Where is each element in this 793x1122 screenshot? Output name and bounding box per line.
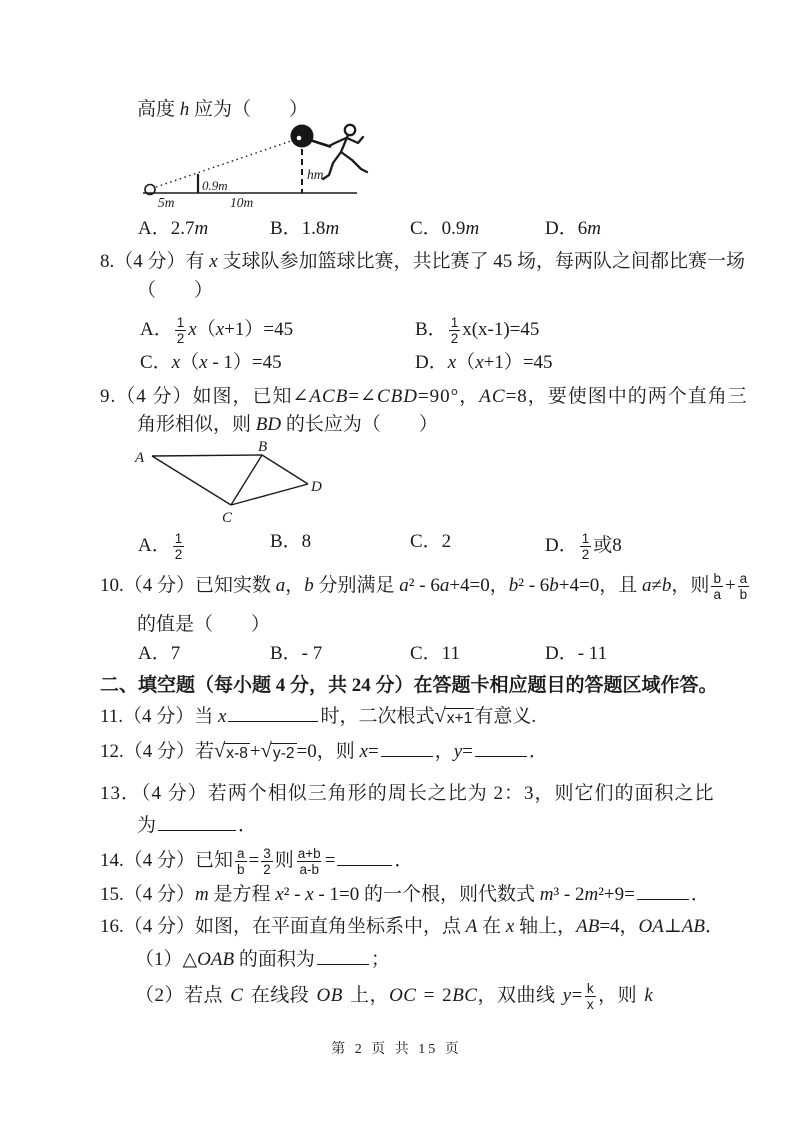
vertex-label-a: A (135, 450, 145, 466)
q8-stem-line2: （ ） (137, 280, 214, 301)
q10-option-c: C．11 (410, 643, 460, 664)
q9-option-c: C．2 (410, 531, 452, 552)
q10-stem-line1: 10.（4 分）已知实数 a，b 分别满足 a² - 6a+4=0，b² - 6b+4=0，且 a≠b，则 $\frac{b}{a}$ + $\frac{a}{b}$ (100, 571, 748, 603)
racket-head-highlight (297, 136, 302, 141)
q8-option-b: B． $\frac{1}{2}$ x(x-1)=45 (415, 315, 540, 347)
label-5m: 5m (158, 195, 175, 210)
page-footer: 第 2 页 共 15 页 (331, 1042, 462, 1057)
section2-header: 二、填空题（每小题 4 分，共 24 分）在答题卡相应题目的答题区域作答。 (100, 675, 718, 696)
q8-stem-line1: 8.（4 分）有 x 支球队参加篮球比赛，共比赛了 45 场，每两队之间都比赛一场 (100, 251, 745, 272)
q9-option-d: D． $\frac{1}{2}$ 或8 (545, 531, 622, 563)
label-09m: 0.9m (202, 178, 228, 193)
q9-option-b: B．8 (270, 531, 312, 552)
q16-part1: （1）△OAB 的面积为 ； (135, 946, 390, 971)
q10-option-d: D．- 11 (545, 643, 608, 664)
q10-stem-line2: 的值是（ ） (137, 614, 271, 635)
player-icon (323, 125, 367, 179)
q7-stem: 高度 h 应为（ ） (137, 99, 309, 120)
q9-stem-line2: 角形相似，则 BD 的长应为（ ） (137, 414, 438, 435)
q15-stem: 15.（4 分）m 是方程 x² - x - 1=0 的一个根，则代数式 m³ - 2m²+9= ． (100, 881, 710, 906)
q12-stem: 12.（4 分）若 √ x-8 + √ y-2 =0，则 x= ，y= ． (100, 738, 548, 764)
q8-option-a: A． $\frac{1}{2}$ x（x+1）=45 (140, 315, 294, 347)
q7-figure (130, 113, 410, 225)
q14-stem: 14.（4 分）已知 $\frac{a}{b}$ = $\frac{3}{2}$ 则 $\frac{a+b}{a-b}$ = ． (100, 846, 414, 878)
q10-option-a: A．7 (138, 643, 181, 664)
label-hm: hm (307, 167, 324, 182)
q7-option-c: C．0.9m (410, 218, 480, 239)
q7-option-a: A．2.7m (138, 218, 209, 239)
q16-stem-line1: 16.（4 分）如图，在平面直角坐标系中，点 A 在 x 轴上，AB=4，OA⊥AB． (100, 916, 724, 937)
q7-option-b: B．1.8m (270, 218, 340, 239)
q9-option-a: A． $\frac{1}{2}$ (138, 531, 183, 563)
vertex-label-c: C (222, 510, 233, 526)
racket-head-icon (291, 125, 314, 148)
q9-stem-line1: 9.（4 分）如图，已知∠ACB=∠CBD=90°，AC=8，要使图中的两个直角三 (100, 386, 748, 407)
q13-stem-line2: 为 ． (137, 812, 257, 837)
q9-figure (125, 440, 337, 530)
vertex-label-b: B (258, 440, 268, 455)
q10-option-b: B．- 7 (270, 643, 323, 664)
q8-option-d: D．x（x+1）=45 (415, 352, 553, 373)
q8-option-c: C．x（x - 1）=45 (140, 352, 282, 373)
quadrilateral-lines (152, 455, 308, 505)
racket-handle (313, 141, 330, 147)
label-10m: 10m (230, 195, 254, 210)
vertex-label-d: D (311, 479, 322, 495)
q7-option-d: D．6m (545, 218, 601, 239)
q11-stem: 11.（4 分）当 x 时，二次根式 √ x+1 有意义. (100, 703, 536, 729)
q13-stem-line1: 13．（4 分）若两个相似三角形的周长之比为 2：3，则它们的面积之比 (100, 783, 715, 804)
q16-part2: （2）若点 C 在线段 OB 上，OC = 2BC，双曲线 y= $\frac{k}{x}$ ，则 k (135, 981, 654, 1013)
